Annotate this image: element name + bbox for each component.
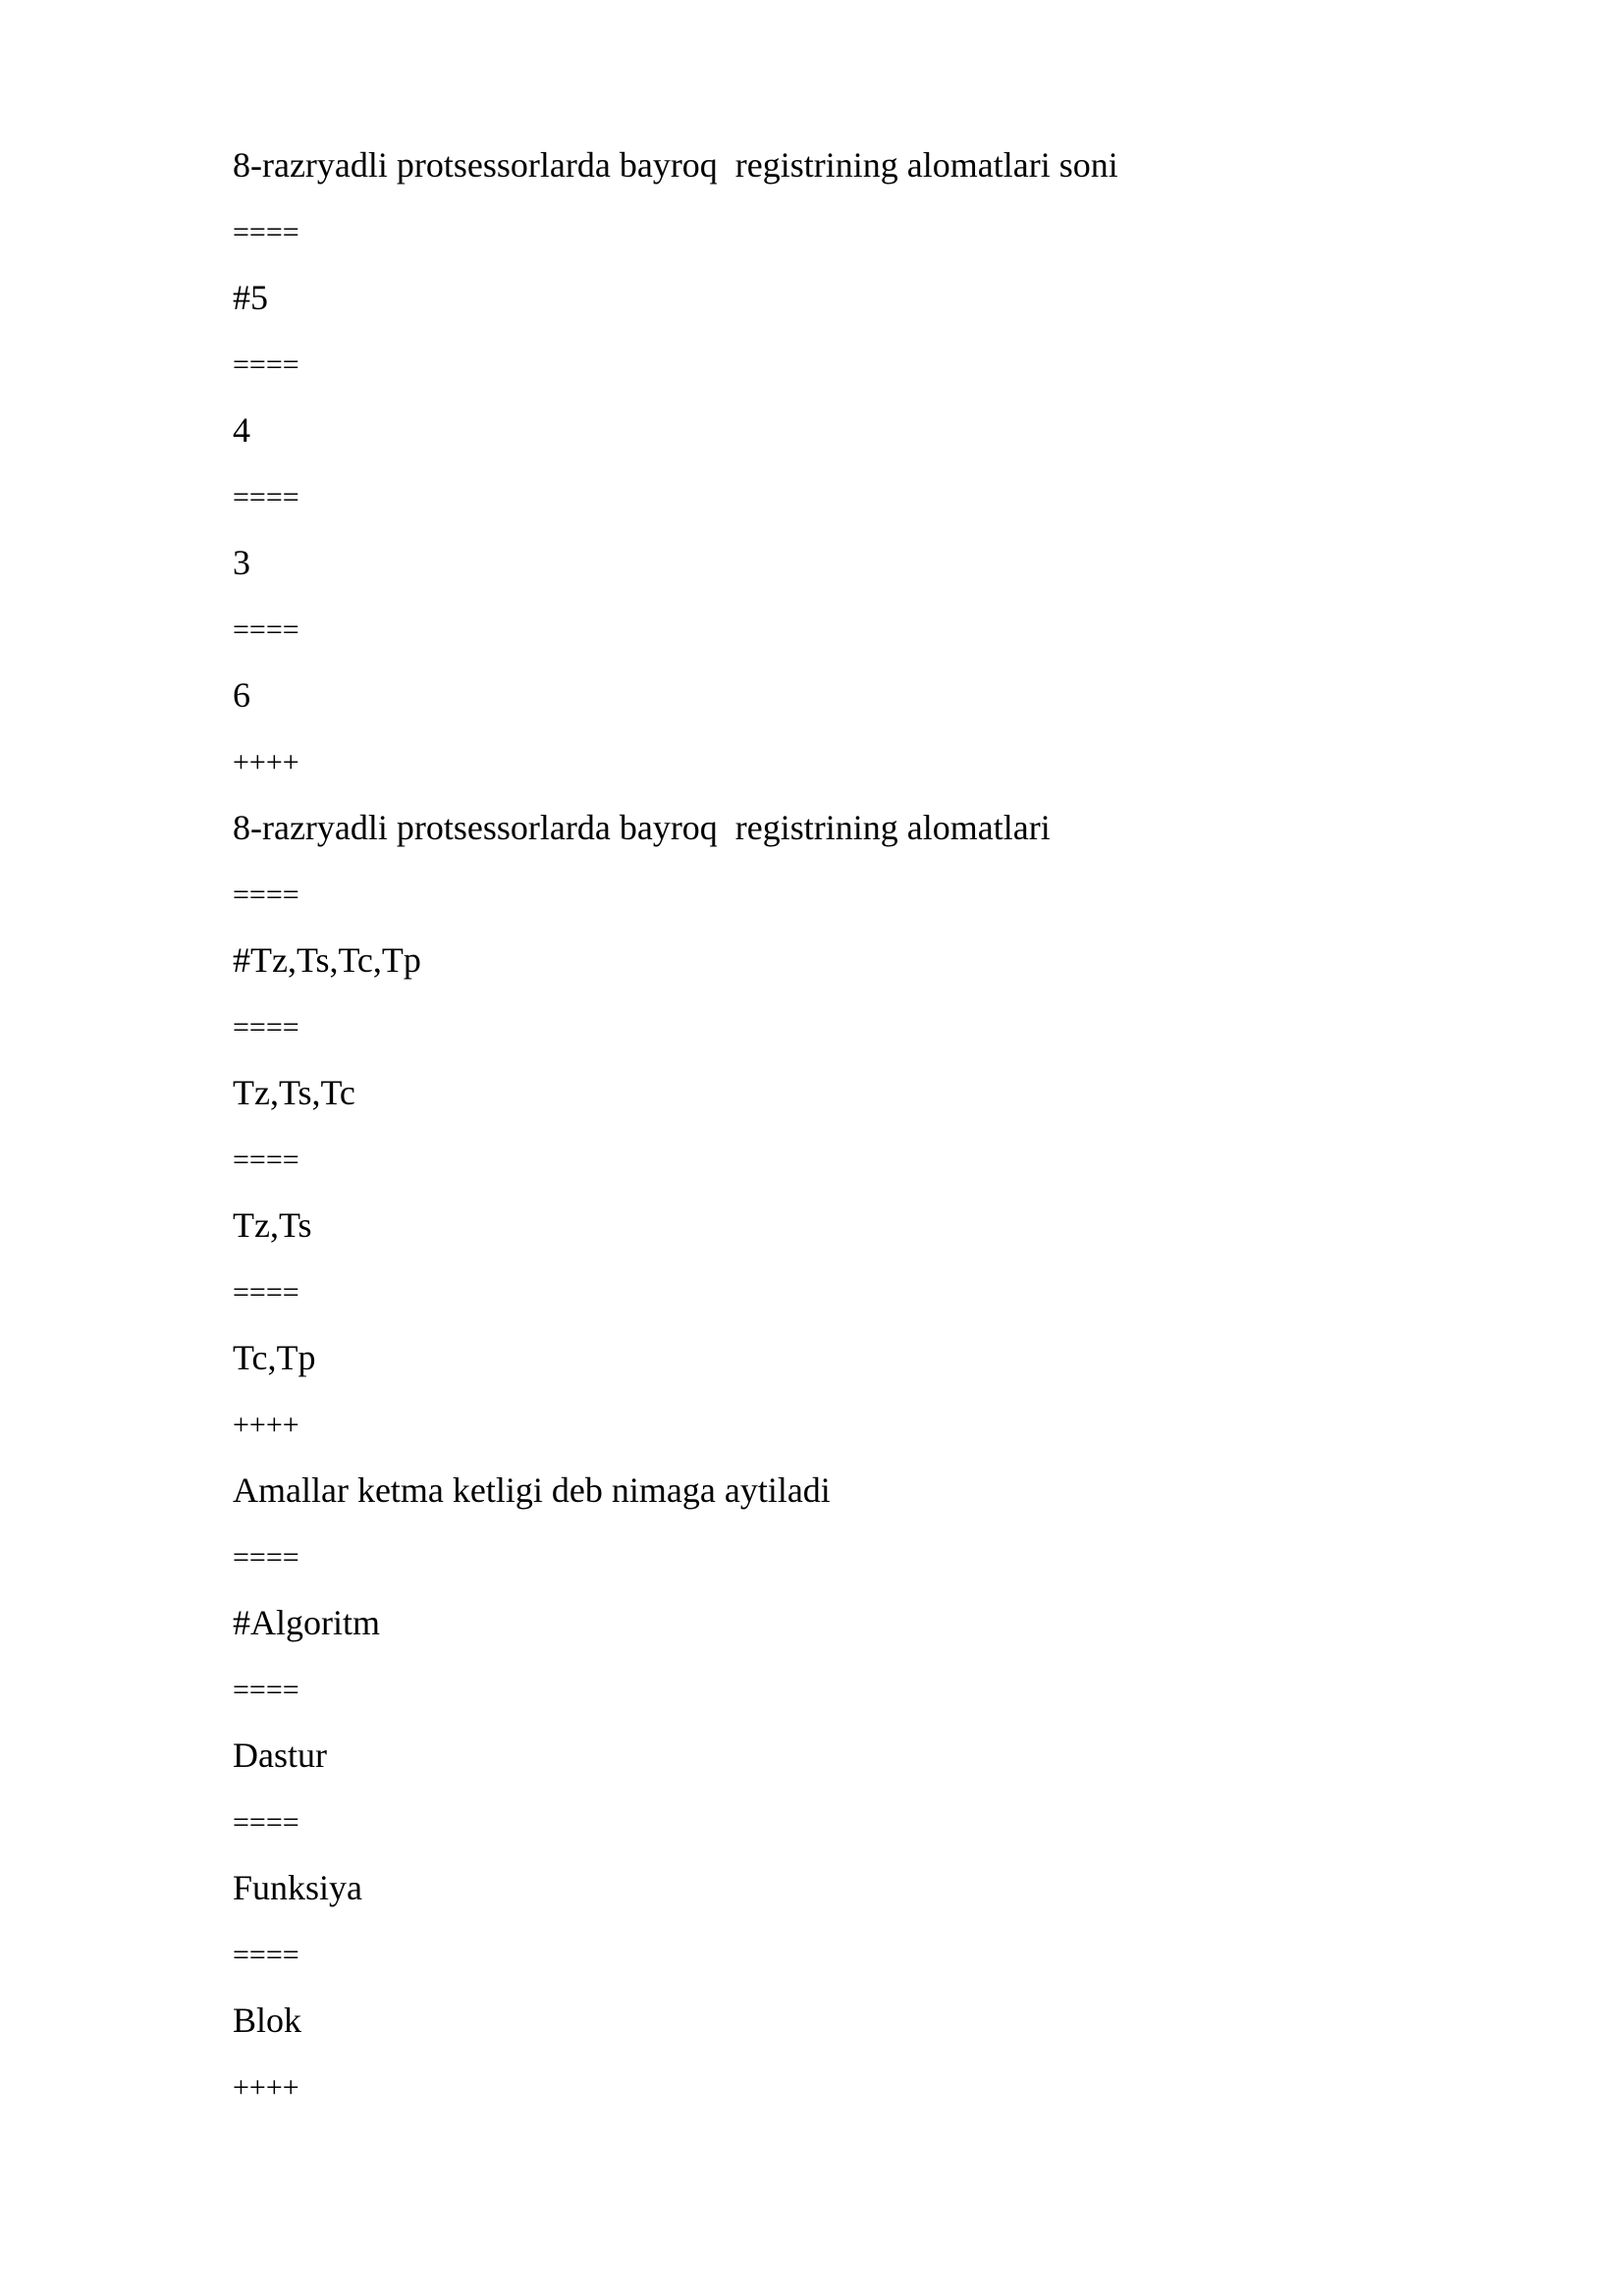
option-separator: ====	[233, 878, 299, 911]
option-separator: ====	[233, 1275, 299, 1308]
question-text: 8-razryadli protsessorlarda bayroq registrining alomatlari soni	[233, 145, 1118, 185]
option-separator: ====	[233, 215, 299, 248]
answer-option: Blok	[233, 2001, 302, 2040]
answer-option: Funksiya	[233, 1868, 363, 1907]
option-separator: ====	[233, 347, 299, 381]
option-separator: ====	[233, 1540, 299, 1574]
answer-option: Tc,Tp	[233, 1338, 316, 1377]
question-list	[233, 147, 1509, 2135]
option-separator: ====	[233, 1673, 299, 1706]
question-separator: ++++	[233, 2070, 299, 2104]
answer-option: Dastur	[233, 1735, 327, 1775]
answer-option: Tz,Ts	[233, 1205, 312, 1245]
answer-option: Tz,Ts,Tc	[233, 1073, 355, 1112]
option-separator: ====	[233, 1143, 299, 1176]
answer-option: 6	[233, 675, 250, 715]
correct-answer: #Tz,Ts,Tc,Tp	[233, 940, 421, 980]
correct-answer: #5	[233, 278, 268, 317]
answer-option: 3	[233, 543, 250, 582]
option-separator: ====	[233, 1805, 299, 1839]
option-separator: ====	[233, 480, 299, 513]
question-separator: ++++	[233, 745, 299, 778]
option-separator: ====	[233, 1010, 299, 1043]
correct-answer: #Algoritm	[233, 1603, 380, 1642]
question-separator: ++++	[233, 1408, 299, 1441]
option-separator: ====	[233, 613, 299, 646]
option-separator: ====	[233, 1938, 299, 1971]
question-text: Amallar ketma ketligi deb nimaga aytiladi	[233, 1470, 831, 1510]
question-text: 8-razryadli protsessorlarda bayroq registrining alomatlari	[233, 808, 1051, 847]
answer-option: 4	[233, 410, 250, 450]
